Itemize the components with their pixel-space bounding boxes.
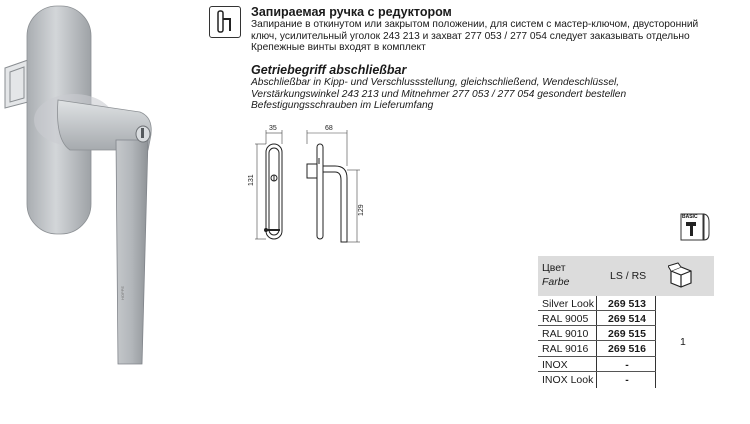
description-ru-line-3: Крепежные винты входят в комплект <box>251 42 426 54</box>
row-label-ral-9005: RAL 9005 <box>542 313 589 325</box>
row-article-inox-look: - <box>625 374 629 386</box>
dim-height: 131 <box>248 174 255 186</box>
title-de: Getriebegriff abschließbar <box>251 63 407 77</box>
description-de-line-3: Befestigungsschrauben im Lieferumfang <box>251 100 434 112</box>
row-label-inox: INOX <box>542 359 568 371</box>
dim-width: 35 <box>269 125 277 132</box>
front-view <box>265 144 283 239</box>
header-color-ru: Цвет <box>542 262 566 274</box>
package-quantity: 1 <box>680 336 686 348</box>
row-article-ral-9010: 269 515 <box>608 328 646 340</box>
description-ru-line-1: Запирание в откинутом или закрытом положении, для систем с мастер-ключом, двусторонний <box>251 19 699 30</box>
technical-drawing <box>245 120 375 255</box>
description-de <box>251 77 721 112</box>
row-article-ral-9016: 269 516 <box>608 343 646 355</box>
row-article-inox: - <box>625 359 629 371</box>
svg-text:HOPPE: HOPPE <box>120 285 125 300</box>
dim-lever: 129 <box>358 204 365 216</box>
row-label-silver-look: Silver Look <box>542 298 594 310</box>
row-article-ral-9005: 269 514 <box>608 313 646 325</box>
description-de-line-2: Verstärkungswinkel 243 213 und Mitnehmer 277 053 / 277 054 gesondert bestellen <box>251 88 627 100</box>
row-divider <box>538 356 656 357</box>
basic-label: BASIC <box>682 214 698 220</box>
dim-depth: 68 <box>325 125 333 132</box>
window-handle-icon <box>209 6 241 38</box>
handle-photo <box>0 0 200 424</box>
basic-hammer-icon <box>680 208 710 244</box>
header-color-de: Farbe <box>542 276 570 288</box>
row-article-silver-look: 269 513 <box>608 298 646 310</box>
package-icon <box>668 262 694 288</box>
description-ru <box>251 19 721 54</box>
row-label-ral-9016: RAL 9016 <box>542 343 589 355</box>
description-de-line-1: Abschließbar in Kipp- und Verschlussstellung, gleichschließend, Wendeschlüssel, <box>251 77 620 88</box>
title-ru: Запираемая ручка с редуктором <box>251 5 452 19</box>
side-view <box>307 144 347 242</box>
description-ru-line-2: ключ, усилительный уголок 243 213 и захват 277 053 / 277 054 следует заказывать отдельно <box>251 30 690 42</box>
row-label-ral-9010: RAL 9010 <box>542 328 589 340</box>
row-label-inox-look: INOX Look <box>542 374 594 386</box>
header-ls-rs: LS / RS <box>610 270 647 282</box>
